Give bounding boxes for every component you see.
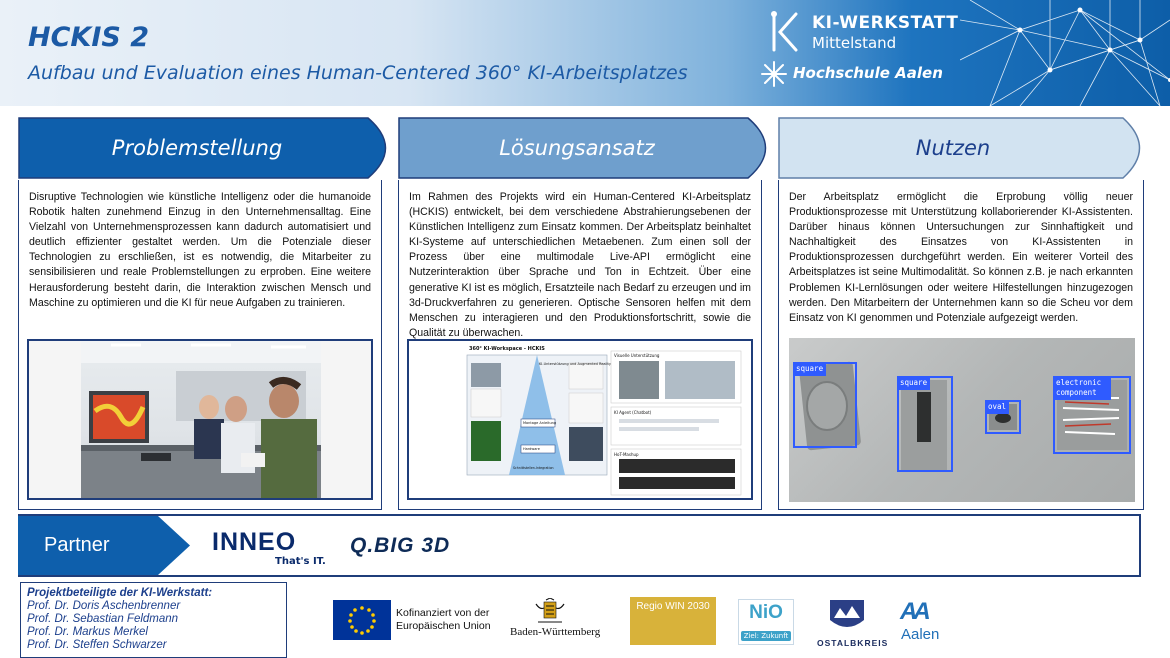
team-member: Prof. Dr. Markus Merkel [27,626,148,638]
diagram-box-ki: KI-Unterstützung und Augmented Reality [539,362,611,366]
team-photo [27,339,373,500]
team-member: Prof. Dr. Sebastian Feldmann [27,613,179,625]
partner-label: Partner [44,534,110,556]
tab-loesungsansatz [398,117,786,179]
eu-flag-icon [333,600,391,640]
column-problemstellung [18,180,382,510]
poster-subtitle: Aufbau und Evaluation eines Human-Centered 360° KI-Arbeitsplatzes [28,62,688,84]
column-nutzen [778,180,1144,510]
tab-label: Problemstellung [111,136,283,160]
diagram-visual: Visuelle Unterstützung [614,353,660,358]
aalen-mark-icon: AA [900,598,927,625]
nio-logo [738,599,794,645]
hochschule-name: Hochschule Aalen [793,64,943,82]
diagram-box-montage: Montage Anleitung [523,421,557,425]
ostalbkreis-text: OSTALBKREIS [817,638,889,648]
detection-label: square [897,376,930,390]
ki-werkstatt-subname: Mittelstand [812,34,897,52]
header-banner [0,0,1170,106]
diagram-title: 360° KI-Workspace - HCKIS [469,346,545,352]
ostalbkreis-crest-icon [828,598,866,634]
detection-label: electronic component [1053,376,1111,400]
workspace-diagram [407,339,753,500]
regio-win-logo [630,597,716,645]
nio-subtext: Ziel: Zukunft [741,631,791,641]
detection-box [1053,376,1131,454]
tab-nutzen [778,117,1158,179]
qbig3d-logo: Q.BIG 3D [350,534,451,557]
benefit-text: Der Arbeitsplatz ermöglicht die Erprobung völlig neuer Produktionsprozesse mit Unterstützung kollaborierender KI-Assistenten. Darüber hinaus können Untersuchungen zur Sinnhaftigkeit und Nachhaltigkeit des Einsatzes von KI-Assistenten in Produktionsprozessen durchgeführt werden. Ein weiterer Vorteil des Arbeitsplatzes ist seine Multimodalität. So können z.B. je nach erkannten Problemen KI-Lernlösungen oder weitere Hilfestellungen hinzugezogen werden. Den Mitarbeitern der Unternehmen kann so die Scheu vor dem Einsatz von KI genommen und Potenziale aufgezeigt werden. [789,191,1133,324]
solution-text: Im Rahmen des Projekts wird ein Human-Centered KI-Arbeitsplatz (HCKIS) entwickelt, bei dem verschiedene Abstrahierungsebenen der Künstlichen Intelligenz zum Einsatz kommen. Der Arbeitsplatz beinhaltet KI-Systeme auf unterschiedlichen Metaebenen. Zum einen soll der Prozess über eine multimodale Live-API ermöglicht eine Nutzerinteraktion über Sprache und Ton in Echtzeit. Über eine generative KI ist es möglich, Ersatzteile nach Bedarf zu erzeugen und im 3d-Druckverfahren zu generieren. Optische Sensoren helfen mit dem Menschen zu interagieren und den Produktionsfortschritt, sowie die Qualität zu überwachen. [409,191,751,339]
detection-box [985,400,1021,434]
eu-text-line2: Europäischen Union [396,620,491,632]
bw-crest-icon [530,598,570,628]
nio-text: NiO [749,602,783,623]
diagram-agent: KI Agent (Chatbot) [614,410,652,415]
detection-label: square [793,362,826,376]
inneo-logo: INNEO [212,528,297,556]
ki-werkstatt-name: KI-WERKSTATT [812,13,959,33]
eu-text [396,607,491,633]
ki-werkstatt-logo-icon [766,10,806,54]
object-detection-image [789,338,1135,502]
team-member: Prof. Dr. Doris Aschenbrenner [27,600,181,612]
problem-text: Disruptive Technologien wie künstliche Intelligenz oder die humanoide Robotik halten zunehmend Einzug in den Unternehmensalltag. Eine Vielzahl von Unternehmensprozessen kann dadurch automatisiert und deutlich effizienter gestaltet werden. Um die Potenziale dieser Technologien zu erschließen, ist es notwendig, die Mitarbeiter zu sensibilisieren und reale Problemstellungen zu erproben. Eine weitere Herausforderung besteht darin, die Interaktion zwischen Mensch und Maschine zu optimieren und die KI für neue Aufgaben zu trainieren. [29,191,371,309]
team-member: Prof. Dr. Steffen Schwarzer [27,639,167,651]
bw-text: Baden-Württemberg [510,626,601,638]
tab-problemstellung [18,117,406,179]
aalen-text: Aalen [901,626,940,643]
detection-label: oval [985,400,1009,414]
hochschule-star-icon [758,60,790,88]
regio-text: Regio WIN 2030 [636,601,710,612]
column-loesungsansatz [398,180,762,510]
diagram-mashup: HoT-Mashup [614,452,639,457]
tab-label: Nutzen [915,136,991,160]
inneo-tagline: That's IT. [275,556,326,567]
detection-box [793,362,857,448]
poster-title: HCKIS 2 [28,22,150,53]
tab-label: Lösungsansatz [499,136,655,160]
team-box [20,582,287,658]
network-graphic [960,0,1170,106]
diagram-box-hardware: Hardware [523,447,540,451]
detection-box [897,376,953,472]
team-title: Projektbeteiligte der KI-Werkstatt: [27,587,213,599]
diagram-box-schnittstellen: Schnittstellen-Integration [513,466,554,470]
eu-text-line1: Kofinanziert von der [396,607,490,619]
partner-row [18,514,1141,577]
